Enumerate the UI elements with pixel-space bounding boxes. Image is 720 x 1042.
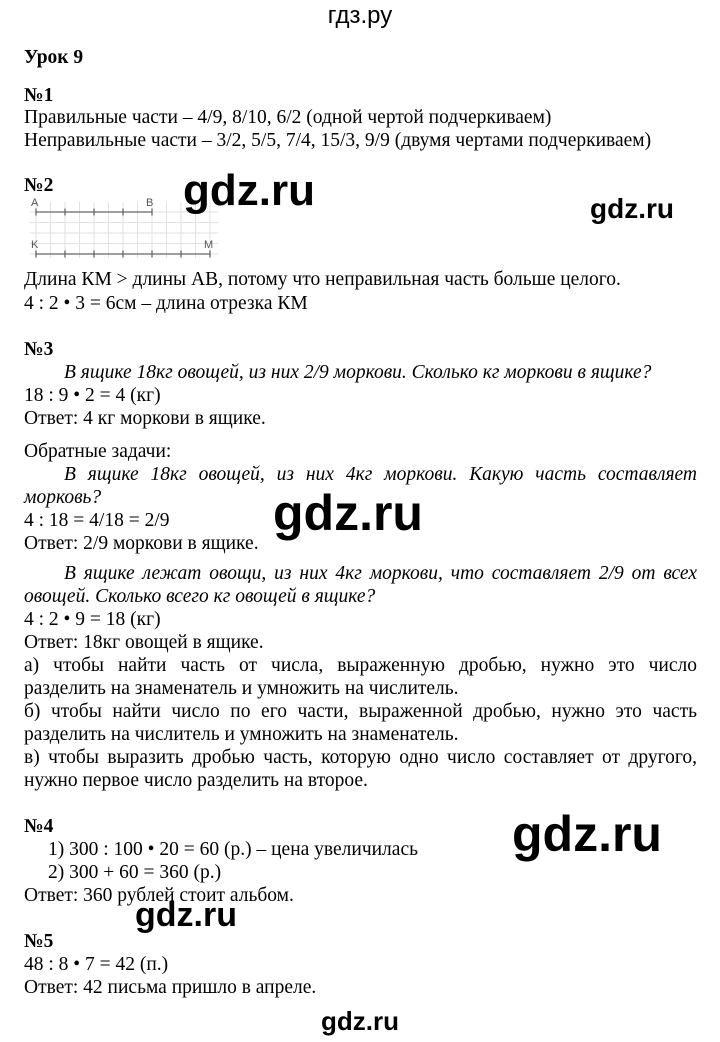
lesson-title: Урок 9 [24,47,84,68]
watermark-large-2: gdz.ru [273,485,423,541]
watermark-large-1: gdz.ru [183,166,315,215]
task5-answer: Ответ: 42 письма пришло в апреле. [24,977,317,998]
watermark-footer: gdz.ru [321,1006,399,1036]
point-a-label: A [31,197,39,209]
task2-calculation: 4 : 2 • 3 = 6см – длина отрезка КМ [24,293,308,314]
task2-number: №2 [24,175,54,196]
rule-a-line2: разделить на знаменатель и умножить на числитель. [24,678,459,699]
rule-c-line2: нужно первое число разделить на второе. [24,770,368,791]
task2-comparison: Длина КМ > длины АВ, потому что неправильная часть больше целого. [24,269,621,290]
rule-c-line1: в) чтобы выразить дробью часть, которую одно число составляет от другого, [24,747,697,768]
task4-number: №4 [24,816,54,837]
task5-number: №5 [24,931,54,952]
task3-solution: 18 : 9 • 2 = 4 (кг) [24,385,161,406]
rule-a-line1: а) чтобы найти часть от числа, выраженную дробью, нужно это число [24,655,697,676]
task4-answer: Ответ: 360 рублей стоит альбом. [24,885,294,906]
segment-ab [36,209,152,216]
rule-b-line2: разделить на числитель и умножить на знаменатель. [24,724,459,745]
task3-number: №3 [24,339,54,360]
watermark-medium: gdz.ru [135,896,237,934]
task1-number: №1 [24,85,54,106]
inverse1-problem-line2: морковь? [24,487,102,508]
task1-proper-fractions: Правильные части – 4/9, 8/10, 6/2 (одной чертой подчеркиваем) [24,107,552,128]
rule-b-line1: б) чтобы найти число по его части, выраженной дробью, нужно это часть [24,701,697,722]
inverse2-solution: 4 : 2 • 9 = 18 (кг) [24,609,161,630]
segment-km [36,251,210,258]
task4-step2: 2) 300 + 60 = 360 (р.) [48,862,222,883]
watermark-small-right: gdz.ru [590,193,674,224]
task4-step1: 1) 300 : 100 • 20 = 60 (р.) – цена увеличилась [48,839,418,860]
point-b-label: B [146,197,154,209]
inverse2-answer: Ответ: 18кг овощей в ящике. [24,632,264,653]
site-header: гдз.ру [327,2,393,29]
task5-solution: 48 : 8 • 7 = 42 (п.) [24,954,169,975]
task3-problem: В ящике 18кг овощей, из них 2/9 моркови. Сколько кг моркови в ящике? [64,362,652,383]
inverse1-answer: Ответ: 2/9 моркови в ящике. [24,533,259,554]
inverse1-solution: 4 : 18 = 4/18 = 2/9 [24,510,170,531]
inverse1-problem-line1: В ящике 18кг овощей, из них 4кг моркови. Какую часть составляет [64,464,697,485]
inverse-problems-title: Обратные задачи: [24,441,172,462]
point-k-label: K [31,239,39,251]
task3-answer: Ответ: 4 кг моркови в ящике. [24,408,266,429]
watermark-large-3: gdz.ru [512,806,662,862]
point-m-label: M [204,239,214,251]
inverse2-problem-line2: овощей. Сколько всего кг овощей в ящике? [24,586,376,607]
task1-improper-fractions: Неправильные части – 3/2, 5/5, 7/4, 15/3, 9/9 (двумя чертами подчеркиваем) [24,130,652,151]
inverse2-problem-line1: В ящике лежат овощи, из них 4кг моркови, что составляет 2/9 от всех [64,563,697,584]
